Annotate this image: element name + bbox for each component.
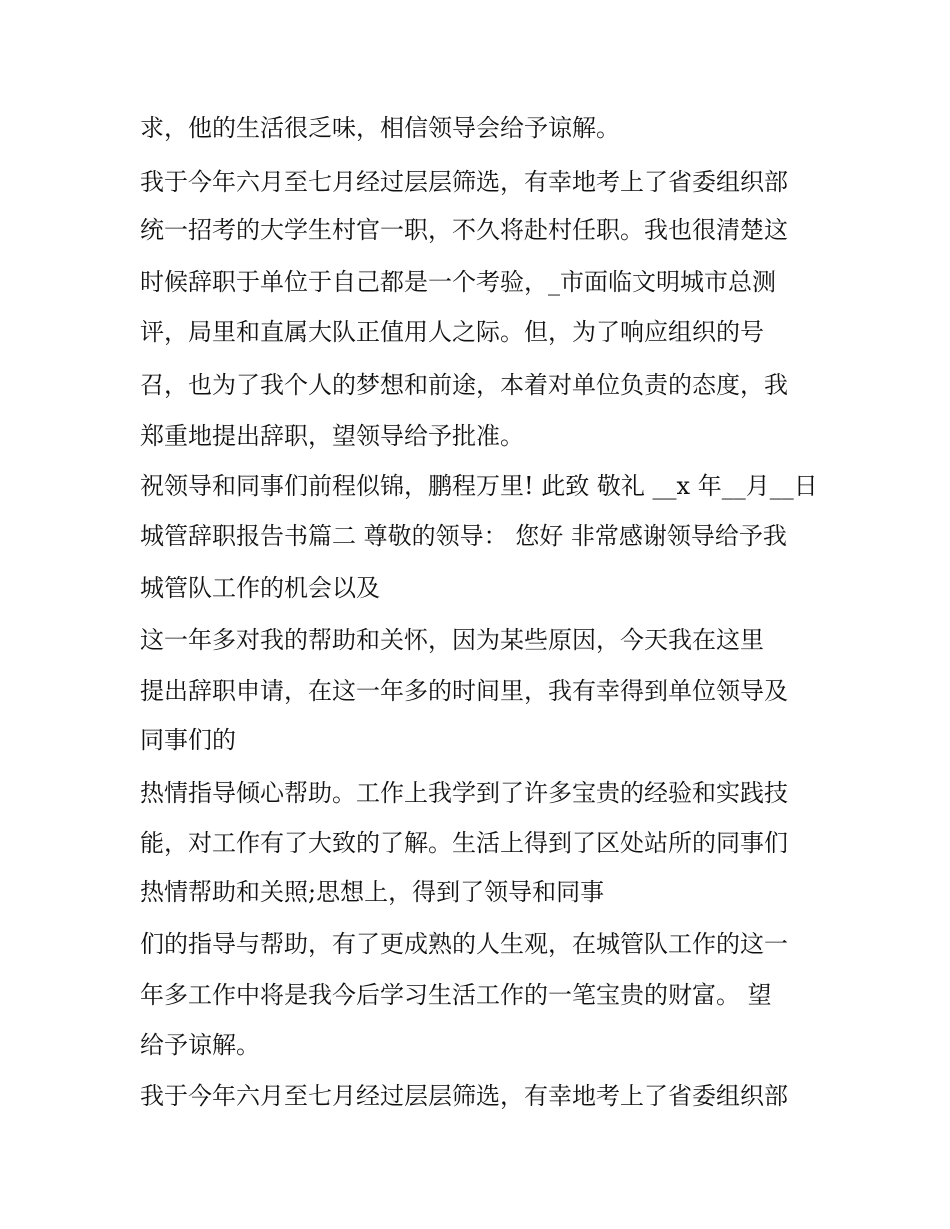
text-line: 祝领导和同事们前程似锦，鹏程万里! 此致 敬礼 __x 年__月__日: [140, 472, 818, 500]
text-line: 们的指导与帮助，有了更成熟的人生观，在城管队工作的这一: [140, 930, 788, 958]
text-line: 城管队工作的机会以及: [140, 574, 380, 602]
text-line: 热情指导倾心帮助。工作上我学到了许多宝贵的经验和实践技: [140, 779, 788, 807]
text-line: 年多工作中将是我今后学习生活工作的一笔宝贵的财富。 望: [140, 981, 772, 1009]
text-line: 这一年多对我的帮助和关怀，因为某些原因，今天我在这里: [140, 626, 764, 654]
text-line: 统一招考的大学生村官一职，不久将赴村任职。我也很清楚这: [140, 216, 788, 244]
text-line: 城管辞职报告书篇二 尊敬的领导： 您好 非常感谢领导给予我: [140, 522, 787, 550]
text-line: 热情帮助和关照;思想上，得到了领导和同事: [140, 878, 605, 906]
text-line: 评，局里和直属大队正值用人之际。但，为了响应组织的号: [140, 318, 764, 346]
text-line: 能，对工作有了大致的了解。生活上得到了区处站所的同事们: [140, 829, 788, 857]
text-line: 时候辞职于单位于自己都是一个考验，_市面临文明城市总测: [140, 268, 776, 296]
text-line: 提出辞职申请，在这一年多的时间里，我有幸得到单位领导及: [140, 677, 788, 705]
text-line: 召，也为了我个人的梦想和前途，本着对单位负责的态度，我: [140, 371, 788, 399]
text-line: 我于今年六月至七月经过层层筛选，有幸地考上了省委组织部: [140, 168, 788, 196]
text-line: 求，他的生活很乏味，相信领导会给予谅解。: [140, 114, 620, 142]
text-line: 给予谅解。: [140, 1031, 260, 1059]
text-line: 同事们的: [140, 726, 236, 754]
text-line: 我于今年六月至七月经过层层筛选，有幸地考上了省委组织部: [140, 1082, 788, 1110]
text-line: 郑重地提出辞职，望领导给予批准。: [140, 422, 524, 450]
